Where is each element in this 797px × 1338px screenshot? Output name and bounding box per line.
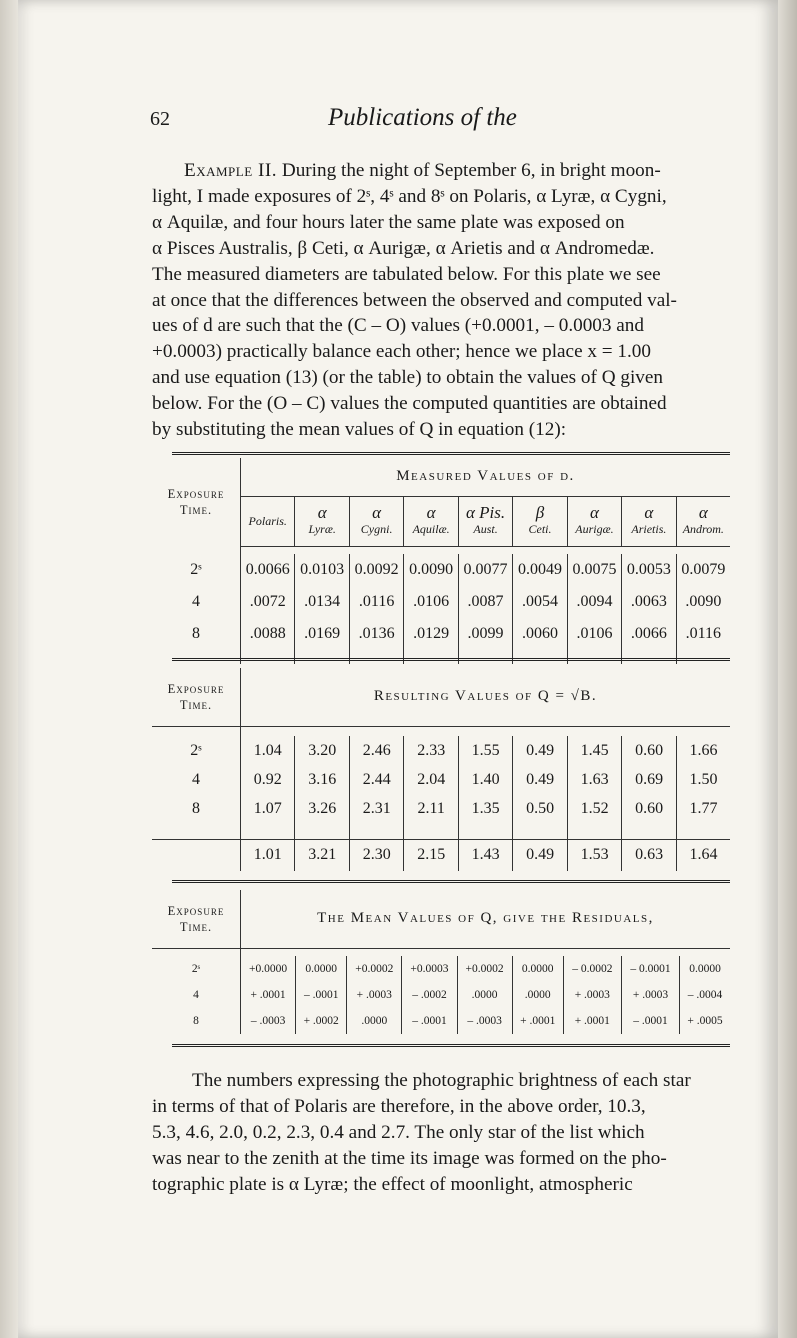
mean-cell: 2.30	[349, 839, 403, 871]
closing-line: was near to the zenith at the time its image was formed on the pho-	[152, 1147, 667, 1169]
table-cell: – 0.0002	[563, 956, 621, 982]
table-row	[152, 618, 730, 650]
table-cell: – .0001	[402, 1008, 457, 1034]
table1-column-header	[622, 496, 676, 546]
resulting-values-table	[152, 668, 730, 871]
table-cell: 1.66	[689, 741, 718, 759]
column-star-name: Lyræ.	[308, 521, 336, 536]
table-cell: .0106	[404, 586, 458, 618]
table-cell: .0116	[685, 625, 722, 642]
table-cell: + .0001	[563, 1008, 621, 1034]
table-cell: 0.0090	[404, 554, 458, 586]
table1-top-rule	[172, 452, 730, 455]
table3-title: The Mean Values of Q, give the Residuals,	[241, 890, 731, 948]
table-cell: + .0003	[347, 982, 402, 1008]
table-cell: .0099	[458, 618, 512, 650]
table-row	[152, 765, 730, 794]
table-cell: .0088	[241, 618, 295, 650]
table1-column-header	[295, 496, 349, 546]
table-cell: – .0003	[241, 1008, 296, 1034]
table-cell: + .0003	[621, 982, 679, 1008]
table-cell: 1.45	[567, 736, 621, 765]
intro-line: The measured diameters are tabulated below. For this plate we see	[152, 263, 661, 285]
table3-exposure-label: Exposure Time.	[152, 890, 241, 948]
residuals-table	[152, 890, 730, 1034]
closing-line: tographic plate is α Lyræ; the effect of moonlight, atmospheric	[152, 1173, 633, 1195]
column-greek-letter: β	[535, 502, 545, 522]
table-cell: +0.0002	[347, 956, 402, 982]
table-row	[152, 586, 730, 618]
table-cell: 1.52	[567, 794, 621, 823]
table-cell: 0.49	[513, 736, 567, 765]
table-cell: .0116	[349, 586, 403, 618]
table-cell: +0.0003	[402, 956, 457, 982]
exposure-time-cell: 2ˢ	[152, 956, 241, 982]
table1-title: Measured Values of d.	[241, 458, 731, 496]
table-cell: .0066	[622, 618, 676, 650]
intro-line: at once that the differences between the observed and computed val-	[152, 289, 677, 311]
book-gutter-right	[778, 0, 797, 1338]
column-star-name: Aquilæ.	[412, 521, 450, 536]
table-cell: – .0003	[457, 1008, 512, 1034]
table-cell: 0.0077	[458, 554, 512, 586]
column-greek-letter: α	[644, 502, 654, 522]
table-cell: .0054	[513, 586, 567, 618]
intro-line: and use equation (13) (or the table) to obtain the values of Q given	[152, 367, 663, 389]
column-greek-letter: α Pis.	[465, 502, 506, 522]
mean-cell: 0.63	[622, 839, 676, 871]
exposure-time-cell: 8	[152, 794, 241, 823]
table-cell: 1.55	[458, 736, 512, 765]
table-cell: 0.0103	[295, 554, 349, 586]
table-cell: .0060	[513, 618, 567, 650]
exposure-time-cell: 8	[152, 618, 241, 650]
table-cell: .0136	[349, 618, 403, 650]
table-cell: .0063	[622, 586, 676, 618]
column-star-name: Androm.	[682, 521, 724, 536]
mean-cell: 1.64	[676, 839, 730, 871]
table-cell: 2.11	[404, 794, 458, 823]
table-cell: 3.20	[295, 736, 349, 765]
mean-cell: 1.01	[241, 839, 295, 871]
mean-cell: 3.21	[295, 839, 349, 871]
table-cell: – .0004	[687, 989, 723, 1001]
table-cell: 0.0049	[513, 554, 567, 586]
table-cell: .0134	[295, 586, 349, 618]
table-cell: .0169	[295, 618, 349, 650]
column-star-name: Cygni.	[360, 521, 393, 536]
intro-line: α Pisces Australis, β Ceti, α Aurigæ, α Arietis and α Andromedæ.	[152, 237, 655, 259]
intro-line: by substituting the mean values of Q in equation (12):	[152, 419, 567, 441]
table-cell: .0094	[567, 586, 621, 618]
table-cell: 0.0000	[512, 956, 563, 982]
table-cell: +0.0002	[457, 956, 512, 982]
table-cell: .0129	[404, 618, 458, 650]
table2-bottom-rule	[172, 880, 730, 883]
table-cell: 1.77	[689, 799, 718, 817]
table1-column-header	[676, 496, 730, 546]
exposure-time-cell: 4	[152, 586, 241, 618]
intro-line: +0.0003) practically balance each other; hence we place x = 1.00	[152, 341, 651, 363]
table1-bottom-rule	[172, 658, 730, 661]
table1-column-header	[567, 496, 621, 546]
table-cell: 1.07	[241, 794, 295, 823]
page-header	[150, 104, 730, 138]
intro-line: ues of d are such that the (C – O) values (+0.0001, – 0.0003 and	[152, 315, 644, 337]
table2-title: Resulting Values of Q = √B.	[241, 668, 731, 726]
closing-line: 5.3, 4.6, 2.0, 0.2, 2.3, 0.4 and 2.7. The only star of the list which	[152, 1121, 645, 1143]
closing-paragraph	[152, 1068, 732, 1198]
table-row	[152, 982, 730, 1008]
table-cell: .0000	[347, 1008, 402, 1034]
exposure-time-cell: 2ˢ	[152, 736, 241, 765]
column-star-name: Aurigæ.	[575, 521, 614, 536]
table-cell: 1.40	[458, 765, 512, 794]
table-cell: 1.63	[567, 765, 621, 794]
column-star-name: Polaris.	[248, 514, 287, 528]
table-cell: + .0001	[241, 982, 296, 1008]
column-star-name: Arietis.	[631, 521, 667, 536]
column-greek-letter: α	[317, 502, 327, 522]
column-star-name: Ceti.	[528, 521, 552, 536]
table-cell: – .0001	[296, 982, 347, 1008]
mean-cell: 2.15	[404, 839, 458, 871]
table-row	[152, 736, 730, 765]
table-cell: 3.26	[295, 794, 349, 823]
mean-cell: 0.49	[513, 839, 567, 871]
table-cell: – 0.0001	[621, 956, 679, 982]
table-cell: .0000	[457, 982, 512, 1008]
table-row	[152, 794, 730, 823]
column-greek-letter: α	[589, 502, 599, 522]
table-cell: 2.44	[349, 765, 403, 794]
table3-bottom-rule	[172, 1044, 730, 1047]
table-cell: 0.0092	[349, 554, 403, 586]
book-gutter-left	[0, 0, 18, 1338]
mean-cell: 1.53	[567, 839, 621, 871]
column-greek-letter: α	[698, 502, 708, 522]
table-cell: 1.50	[689, 770, 718, 788]
page-number: 62	[150, 108, 170, 130]
table-cell: 2.46	[349, 736, 403, 765]
intro-line: below. For the (O – C) values the computed quantities are obtained	[152, 393, 667, 415]
table-cell: 2.33	[404, 736, 458, 765]
table-row	[152, 956, 730, 982]
closing-line: in terms of that of Polaris are therefore, in the above order, 10.3,	[152, 1095, 646, 1117]
table1-column-header	[458, 496, 512, 546]
table-row	[152, 1008, 730, 1034]
table1-column-header	[241, 496, 295, 546]
exposure-time-cell: 2ˢ	[152, 554, 241, 586]
table-cell: 1.35	[458, 794, 512, 823]
mean-cell: 1.43	[458, 839, 512, 871]
table-cell: + .0002	[296, 1008, 347, 1034]
table-cell: – .0001	[621, 1008, 679, 1034]
table-cell: 0.50	[513, 794, 567, 823]
intro-line: light, I made exposures of 2ˢ, 4ˢ and 8ˢ on Polaris, α Lyræ, α Cygni,	[152, 185, 667, 207]
exposure-time-cell: 4	[152, 765, 241, 794]
column-greek-letter: α	[426, 502, 436, 522]
table-row	[152, 554, 730, 586]
exposure-time-cell: 8	[152, 1008, 241, 1034]
table-cell: 2.04	[404, 765, 458, 794]
closing-line: The numbers expressing the photographic brightness of each star	[192, 1070, 691, 1091]
table1-column-header	[513, 496, 567, 546]
column-star-name: Aust.	[473, 521, 498, 536]
table1-exposure-label: Exposure Time.	[152, 458, 241, 546]
means-row	[152, 839, 730, 871]
table-cell: 0.49	[513, 765, 567, 794]
intro-line: During the night of September 6, in bright moon-	[281, 160, 661, 181]
table-cell: 0.0066	[241, 554, 295, 586]
table2-exposure-label: Exposure Time.	[152, 668, 241, 726]
exposure-time-cell: 4	[152, 982, 241, 1008]
table-cell: .0106	[567, 618, 621, 650]
table-cell: 2.31	[349, 794, 403, 823]
table-cell: .0000	[512, 982, 563, 1008]
table-cell: + .0005	[687, 1015, 723, 1027]
table-cell: 0.60	[622, 794, 676, 823]
table-cell: .0072	[241, 586, 295, 618]
table-cell: 0.0000	[296, 956, 347, 982]
table-cell: – .0002	[402, 982, 457, 1008]
example-lead: Example II.	[184, 160, 278, 181]
table-cell: + .0001	[512, 1008, 563, 1034]
table-cell: 0.0075	[567, 554, 621, 586]
table-cell: 0.0053	[622, 554, 676, 586]
table-cell: .0087	[458, 586, 512, 618]
column-greek-letter: α	[372, 502, 382, 522]
running-head: Publications of the	[328, 104, 517, 131]
measured-values-table	[152, 458, 730, 664]
table-cell: 3.16	[295, 765, 349, 794]
intro-paragraph	[152, 158, 732, 443]
table-cell: 0.92	[241, 765, 295, 794]
table-cell: .0090	[685, 593, 722, 610]
table1-column-header	[349, 496, 403, 546]
table-cell: +0.0000	[241, 956, 296, 982]
table-cell: 1.04	[241, 736, 295, 765]
table-cell: 0.0079	[681, 561, 726, 578]
table-cell: 0.69	[622, 765, 676, 794]
table1-column-header	[404, 496, 458, 546]
intro-line: α Aquilæ, and four hours later the same plate was exposed on	[152, 211, 625, 233]
table-cell: 0.60	[622, 736, 676, 765]
table-cell: + .0003	[563, 982, 621, 1008]
table-cell: 0.0000	[689, 963, 721, 975]
